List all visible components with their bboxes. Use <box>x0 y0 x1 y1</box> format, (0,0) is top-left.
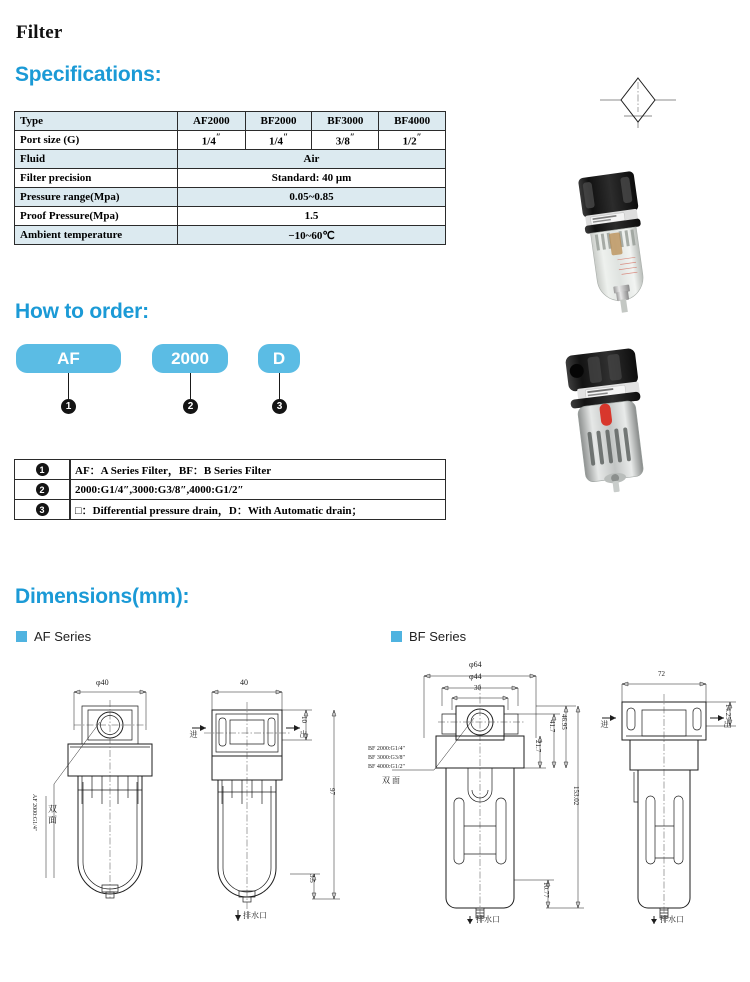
bf-front-drain-label: 排水口 <box>476 915 500 924</box>
legend-text: AF：A Series Filter，BF：B Series Filter <box>70 460 446 480</box>
spec-cell: 1/4″ <box>178 131 246 150</box>
af-side-outlet-label: 出 <box>299 730 308 738</box>
bf-front-port-note-4000: BF 4000:G1/2″ <box>368 764 406 770</box>
bf-front-h1-dim: 21.7 <box>534 740 542 753</box>
page-title: Filter <box>16 22 63 43</box>
order-marker-3: 3 <box>272 399 287 414</box>
bf-front-h3-dim: 46.95 <box>560 714 568 730</box>
blue-square-icon <box>16 631 27 642</box>
spec-cell: 3/8″ <box>312 131 379 150</box>
table-row <box>15 169 446 188</box>
bf-front-h2-dim: 41.7 <box>548 720 556 733</box>
order-legend-table <box>14 459 446 520</box>
bf-front-body-dim: 30 <box>474 684 481 692</box>
leader-line-1 <box>68 373 69 399</box>
af-front-view-drawing <box>30 678 190 918</box>
bf-series-filter-photo <box>555 345 670 495</box>
spec-row-value: 0.05~0.85 <box>178 188 446 207</box>
leader-line-2 <box>190 373 191 399</box>
af-side-drain-height-dim: 3.5 <box>308 874 316 883</box>
spec-cell: 1/4″ <box>245 131 312 150</box>
order-code-pill-size[interactable]: 2000 <box>152 344 228 373</box>
specifications-table-wrapper <box>14 111 446 245</box>
inch-mark: ″ <box>416 132 422 143</box>
dimensions-heading: Dimensions(mm): <box>15 585 190 608</box>
bf-series-label-text: BF Series <box>409 629 467 644</box>
order-marker-2: 2 <box>183 399 198 414</box>
list-item <box>15 500 446 520</box>
inch-mark: ″ <box>283 132 289 143</box>
spec-row-value: −10~60℃ <box>178 226 446 245</box>
order-code-pill-series[interactable]: AF <box>16 344 121 373</box>
legend-marker <box>15 500 71 520</box>
spec-cell: BF3000 <box>312 112 379 131</box>
blue-square-icon <box>391 631 402 642</box>
af-side-width-dim: 40 <box>240 678 248 687</box>
order-marker-1: 1 <box>61 399 76 414</box>
table-row <box>15 188 446 207</box>
af-side-inlet-label: 进 <box>189 730 198 738</box>
filter-iso-symbol-icon <box>598 72 678 128</box>
list-item <box>15 460 446 480</box>
af-series-label <box>16 629 91 644</box>
spec-row-value: Standard: 40 μm <box>178 169 446 188</box>
specifications-heading: Specifications: <box>15 63 162 86</box>
spec-row-label: Proof Pressure(Mpa) <box>15 207 178 226</box>
spec-cell: BF2000 <box>245 112 312 131</box>
bf-side-cap-height-dim: 14.25 <box>724 704 732 720</box>
how-to-order-heading: How to order: <box>15 300 149 323</box>
bf-series-label <box>391 629 466 644</box>
bf-side-outlet-label: 出 <box>723 720 732 728</box>
spec-row-value: Air <box>178 150 446 169</box>
af-side-view-drawing <box>190 678 365 928</box>
table-row <box>15 112 446 131</box>
table-row <box>15 150 446 169</box>
bf-front-view-drawing <box>368 658 590 928</box>
bf-front-port-note-3000: BF 3000:G3/8″ <box>368 755 406 761</box>
order-code-pill-option[interactable]: D <box>258 344 300 373</box>
bf-front-mid-dim: φ44 <box>469 672 482 681</box>
legend-text: 2000:G1/4″,3000:G3/8″,4000:G1/2″ <box>70 480 446 500</box>
legend-marker-dot: 2 <box>36 483 49 496</box>
spec-cell: AF2000 <box>178 112 246 131</box>
af-side-cap-height-dim: 10 <box>300 716 308 723</box>
legend-marker <box>15 480 71 500</box>
spec-row-label: Ambient temperature <box>15 226 178 245</box>
af-front-face-note: 双 面 <box>47 804 57 825</box>
af-front-port-note: AF 2000:G1/4″ <box>31 794 37 832</box>
legend-marker-dot: 1 <box>36 463 49 476</box>
legend-marker <box>15 460 71 480</box>
bf-front-outer-dim: φ64 <box>469 660 482 669</box>
bf-side-width-dim: 72 <box>658 670 665 678</box>
legend-marker-dot: 3 <box>36 503 49 516</box>
bf-front-port-note-2000: BF 2000:G1/4″ <box>368 746 406 752</box>
af-side-total-height-dim: 97 <box>328 788 336 795</box>
af-series-filter-photo <box>565 170 665 315</box>
bf-side-inlet-label: 进 <box>600 720 609 728</box>
spec-row-value: 1.5 <box>178 207 446 226</box>
table-row <box>15 207 446 226</box>
leader-line-3 <box>279 373 280 399</box>
bf-front-face-note: 双 面 <box>382 776 400 785</box>
spec-cell: 1/2″ <box>379 131 446 150</box>
bf-side-drain-label: 排水口 <box>660 915 684 924</box>
inch-mark: ″ <box>349 132 355 143</box>
spec-row-label: Fluid <box>15 150 178 169</box>
spec-row-label: Filter precision <box>15 169 178 188</box>
af-series-label-text: AF Series <box>34 629 92 644</box>
specifications-table <box>14 111 446 245</box>
spec-cell: BF4000 <box>379 112 446 131</box>
spec-row-label: Pressure range(Mpa) <box>15 188 178 207</box>
legend-text: □：Differential pressure drain，D：With Automatic drain； <box>70 500 446 520</box>
bf-front-drain-height-dim: 10.77 <box>542 882 550 898</box>
af-side-drain-label: 排水口 <box>243 911 267 920</box>
bf-side-view-drawing <box>600 668 750 928</box>
inch-mark: ″ <box>215 132 221 143</box>
bf-front-total-height-dim: 153.02 <box>572 786 580 806</box>
list-item <box>15 480 446 500</box>
spec-row-label: Type <box>15 112 178 131</box>
table-row <box>15 131 446 150</box>
table-row <box>15 226 446 245</box>
af-front-width-dim: φ40 <box>96 678 109 687</box>
spec-row-label: Port size (G) <box>15 131 178 150</box>
